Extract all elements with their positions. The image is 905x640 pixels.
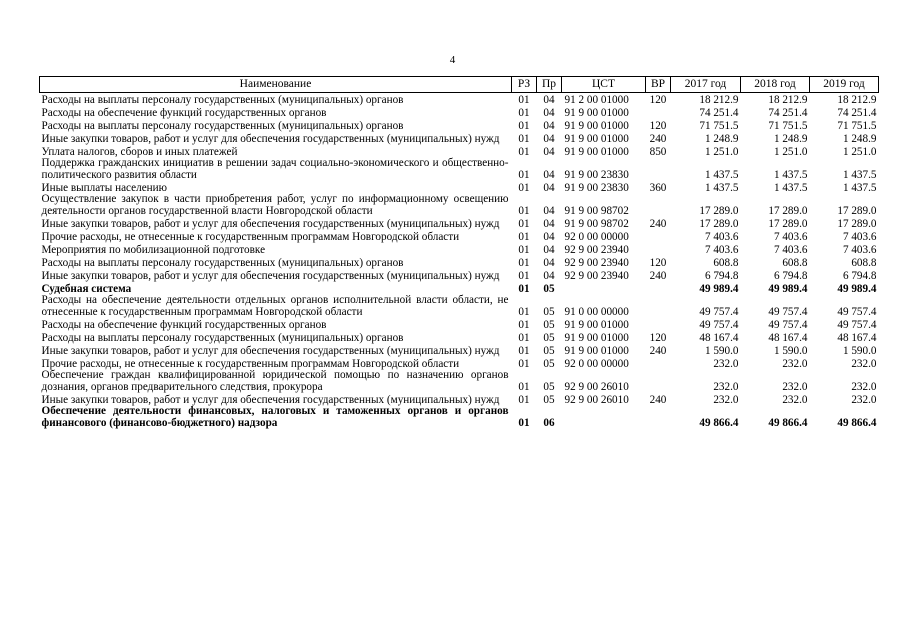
cell-rz: 01 — [518, 357, 530, 370]
cell-name: Расходы на обеспечение деятельности отдельных органов исполнительной власти области, не отнесенные к государственным программам Новгородской области — [41, 294, 509, 318]
cell-2019: 7 403.6 — [842, 230, 877, 243]
table-body — [40, 93, 879, 430]
cell-name: Расходы на обеспечение функций государственных органов — [41, 106, 327, 119]
cell-name: Иные закупки товаров, работ и услуг для обеспечения государственных (муниципальных) нужд — [41, 344, 500, 357]
cell-2017: 71 751.5 — [699, 119, 739, 132]
cell-2018: 6 794.8 — [773, 269, 808, 282]
cell-2017: 6 794.8 — [704, 269, 739, 282]
table-row — [40, 331, 879, 344]
cell-pr: 05 — [543, 357, 555, 370]
cell-2019: 6 794.8 — [842, 269, 877, 282]
budget-table — [39, 76, 879, 429]
cell-2017: 232.0 — [713, 393, 739, 406]
cell-name: Мероприятия по мобилизационной подготовке — [41, 243, 266, 256]
table-row — [40, 93, 879, 107]
cell-2019: 7 403.6 — [842, 243, 877, 256]
cell-2018: 7 403.6 — [773, 243, 808, 256]
cell-pr: 05 — [543, 380, 555, 393]
cell-name: Расходы на выплаты персоналу государственных (муниципальных) органов — [41, 256, 404, 269]
cell-cst: 91 9 00 01000 — [564, 331, 629, 344]
cell-rz: 01 — [518, 119, 530, 132]
cell-2019: 608.8 — [851, 256, 877, 269]
cell-2019: 49 757.4 — [837, 305, 877, 318]
cell-name: Обеспечение деятельности финансовых, налоговых и таможенных органов и органов финансового (финансово-бюджетного) надзора — [41, 405, 509, 429]
cell-2017: 1 248.9 — [704, 132, 739, 145]
cell-vr: 240 — [649, 132, 667, 145]
table-row — [40, 256, 879, 269]
cell-cst: 91 9 00 01000 — [564, 132, 629, 145]
cell-name: Расходы на обеспечение функций государственных органов — [41, 318, 327, 331]
cell-vr: 120 — [649, 93, 667, 106]
cell-2019: 1 437.5 — [842, 168, 877, 181]
cell-pr: 05 — [543, 282, 555, 295]
cell-name: Иные закупки товаров, работ и услуг для обеспечения государственных (муниципальных) нужд — [41, 393, 500, 406]
cell-name: Поддержка гражданских инициатив в решении задач социально-экономического и общественно-политического развития области — [41, 157, 509, 181]
table-row — [40, 217, 879, 230]
cell-2019: 1 590.0 — [842, 344, 877, 357]
cell-name: Расходы на выплаты персоналу государственных (муниципальных) органов — [41, 119, 404, 132]
table-row — [40, 158, 879, 181]
cell-vr: 240 — [649, 393, 667, 406]
cell-2017: 74 251.4 — [699, 106, 739, 119]
cell-cst: 91 9 00 01000 — [564, 106, 629, 119]
cell-name: Расходы на выплаты персоналу государственных (муниципальных) органов — [41, 93, 404, 106]
cell-cst: 91 9 00 98702 — [564, 204, 629, 217]
cell-2019: 49 866.4 — [837, 416, 877, 429]
header-2018: 2018 год — [741, 77, 810, 93]
cell-pr: 04 — [543, 269, 555, 282]
cell-rz: 01 — [518, 282, 530, 295]
table-row — [40, 318, 879, 331]
cell-cst: 92 9 00 26010 — [564, 380, 629, 393]
cell-pr: 04 — [543, 119, 555, 132]
cell-2019: 74 251.4 — [837, 106, 877, 119]
cell-2018: 232.0 — [782, 380, 808, 393]
cell-2019: 1 248.9 — [842, 132, 877, 145]
cell-vr: 240 — [649, 269, 667, 282]
table-row — [40, 106, 879, 119]
cell-2017: 7 403.6 — [704, 243, 739, 256]
cell-cst — [562, 282, 646, 295]
cell-2019: 232.0 — [851, 393, 877, 406]
cell-2019: 1 251.0 — [842, 145, 877, 158]
header-rz: РЗ — [512, 77, 537, 93]
cell-cst: 92 9 00 23940 — [564, 269, 629, 282]
cell-name: Осуществление закупок в части приобретения работ, услуг по информационному освещению деятельности органов государственной власти Новгородской области — [41, 193, 509, 217]
header-pr: Пр — [537, 77, 562, 93]
cell-2019: 18 212.9 — [837, 93, 877, 106]
cell-rz: 01 — [518, 305, 530, 318]
cell-2018: 48 167.4 — [768, 331, 808, 344]
cell-2017: 49 757.4 — [699, 318, 739, 331]
cell-pr: 05 — [543, 393, 555, 406]
cell-2017: 18 212.9 — [699, 93, 739, 106]
cell-2019: 232.0 — [851, 357, 877, 370]
cell-vr — [646, 158, 671, 181]
header-name: Наименование — [40, 77, 512, 93]
cell-2017: 1 251.0 — [704, 145, 739, 158]
table-row — [40, 243, 879, 256]
cell-2018: 1 248.9 — [773, 132, 808, 145]
cell-cst — [562, 406, 646, 429]
cell-vr: 850 — [649, 145, 667, 158]
header-2017: 2017 год — [671, 77, 741, 93]
cell-2018: 18 212.9 — [768, 93, 808, 106]
cell-name: Иные выплаты населению — [41, 181, 167, 194]
cell-cst: 92 9 00 23940 — [564, 256, 629, 269]
cell-2019: 1 437.5 — [842, 181, 877, 194]
cell-2018: 49 757.4 — [768, 305, 808, 318]
cell-pr: 04 — [543, 181, 555, 194]
table-row — [40, 230, 879, 243]
cell-2018: 7 403.6 — [773, 230, 808, 243]
cell-rz: 01 — [518, 269, 530, 282]
page-number: 4 — [449, 54, 456, 66]
cell-cst: 92 0 00 00000 — [564, 230, 629, 243]
table-row — [40, 370, 879, 393]
cell-2017: 232.0 — [713, 380, 739, 393]
cell-vr — [646, 406, 671, 429]
cell-2019: 17 289.0 — [837, 217, 877, 230]
cell-2017: 1 437.5 — [704, 181, 739, 194]
cell-2017: 7 403.6 — [704, 230, 739, 243]
cell-vr — [646, 357, 671, 370]
cell-pr: 05 — [543, 344, 555, 357]
cell-vr — [646, 370, 671, 393]
cell-vr — [646, 194, 671, 217]
cell-vr: 120 — [649, 119, 667, 132]
cell-2018: 232.0 — [782, 393, 808, 406]
cell-2019: 232.0 — [851, 380, 877, 393]
cell-name: Расходы на выплаты персоналу государственных (муниципальных) органов — [41, 331, 404, 344]
cell-2017: 608.8 — [713, 256, 739, 269]
header-vr: ВР — [646, 77, 671, 93]
cell-2018: 49 866.4 — [768, 416, 808, 429]
cell-2017: 49 866.4 — [699, 416, 739, 429]
cell-rz: 01 — [518, 204, 530, 217]
header-2019: 2019 год — [810, 77, 879, 93]
cell-rz: 01 — [518, 145, 530, 158]
cell-2018: 71 751.5 — [768, 119, 808, 132]
cell-name: Уплата налогов, сборов и иных платежей — [41, 145, 238, 158]
cell-rz: 01 — [518, 93, 530, 106]
cell-rz: 01 — [518, 181, 530, 194]
cell-2018: 17 289.0 — [768, 204, 808, 217]
cell-vr: 240 — [649, 217, 667, 230]
cell-pr: 04 — [543, 217, 555, 230]
cell-name: Иные закупки товаров, работ и услуг для обеспечения государственных (муниципальных) нужд — [41, 269, 500, 282]
cell-vr — [646, 106, 671, 119]
cell-rz: 01 — [518, 106, 530, 119]
cell-rz: 01 — [518, 132, 530, 145]
cell-rz: 01 — [518, 331, 530, 344]
cell-pr: 04 — [543, 106, 555, 119]
cell-pr: 05 — [543, 305, 555, 318]
cell-cst: 91 9 00 01000 — [564, 344, 629, 357]
table-row — [40, 132, 879, 145]
cell-2017: 49 757.4 — [699, 305, 739, 318]
cell-2019: 49 989.4 — [837, 282, 877, 295]
cell-2018: 49 989.4 — [768, 282, 808, 295]
cell-2018: 1 251.0 — [773, 145, 808, 158]
cell-2019: 71 751.5 — [837, 119, 877, 132]
cell-rz: 01 — [518, 380, 530, 393]
cell-cst: 91 9 00 01000 — [564, 318, 629, 331]
cell-2019: 17 289.0 — [837, 204, 877, 217]
cell-rz: 01 — [518, 416, 530, 429]
cell-pr: 04 — [543, 93, 555, 106]
cell-vr — [646, 318, 671, 331]
cell-cst: 91 9 00 98702 — [564, 217, 629, 230]
cell-2019: 49 757.4 — [837, 318, 877, 331]
table-row — [40, 406, 879, 429]
cell-2018: 1 437.5 — [773, 181, 808, 194]
cell-pr: 04 — [543, 230, 555, 243]
table-row — [40, 344, 879, 357]
cell-2017: 1 590.0 — [704, 344, 739, 357]
cell-rz: 01 — [518, 344, 530, 357]
cell-pr: 04 — [543, 145, 555, 158]
cell-pr: 04 — [543, 204, 555, 217]
cell-vr: 120 — [649, 331, 667, 344]
cell-pr: 05 — [543, 318, 555, 331]
header-cst: ЦСТ — [562, 77, 646, 93]
cell-rz: 01 — [518, 256, 530, 269]
cell-2018: 608.8 — [782, 256, 808, 269]
cell-2018: 17 289.0 — [768, 217, 808, 230]
cell-cst: 91 9 00 01000 — [564, 119, 629, 132]
cell-2017: 17 289.0 — [699, 204, 739, 217]
cell-2017: 232.0 — [713, 357, 739, 370]
cell-2018: 1 437.5 — [773, 168, 808, 181]
cell-2017: 49 989.4 — [699, 282, 739, 295]
cell-vr: 120 — [649, 256, 667, 269]
cell-rz: 01 — [518, 318, 530, 331]
cell-cst: 91 2 00 01000 — [564, 93, 629, 106]
cell-pr: 04 — [543, 168, 555, 181]
cell-pr: 04 — [543, 132, 555, 145]
cell-vr — [646, 282, 671, 295]
table-row — [40, 194, 879, 217]
cell-2018: 1 590.0 — [773, 344, 808, 357]
cell-pr: 06 — [543, 416, 555, 429]
cell-rz: 01 — [518, 243, 530, 256]
cell-cst: 91 9 00 01000 — [564, 145, 629, 158]
cell-name: Прочие расходы, не отнесенные к государственным программам Новгородской области — [41, 230, 460, 243]
cell-2018: 74 251.4 — [768, 106, 808, 119]
cell-name: Судебная система — [41, 282, 132, 295]
cell-vr — [646, 295, 671, 318]
cell-cst: 92 0 00 00000 — [564, 357, 629, 370]
cell-rz: 01 — [518, 230, 530, 243]
cell-2017: 17 289.0 — [699, 217, 739, 230]
cell-name: Прочие расходы, не отнесенные к государственным программам Новгородской области — [41, 357, 460, 370]
cell-pr: 04 — [543, 243, 555, 256]
cell-2018: 49 757.4 — [768, 318, 808, 331]
cell-cst: 91 0 00 00000 — [564, 305, 629, 318]
table-header-row — [40, 77, 879, 93]
cell-cst: 91 9 00 23830 — [564, 168, 629, 181]
cell-vr — [646, 243, 671, 256]
cell-rz: 01 — [518, 393, 530, 406]
cell-cst: 92 9 00 26010 — [564, 393, 629, 406]
cell-2019: 48 167.4 — [837, 331, 877, 344]
cell-name: Иные закупки товаров, работ и услуг для обеспечения государственных (муниципальных) нужд — [41, 217, 500, 230]
table-row — [40, 119, 879, 132]
cell-vr: 240 — [649, 344, 667, 357]
cell-cst: 92 9 00 23940 — [564, 243, 629, 256]
cell-name: Обеспечение граждан квалифицированной юридической помощью по назначению органов дознания, органов предварительного следствия, прокурора — [41, 369, 509, 393]
cell-pr: 04 — [543, 256, 555, 269]
cell-rz: 01 — [518, 168, 530, 181]
cell-cst: 91 9 00 23830 — [564, 181, 629, 194]
cell-pr: 05 — [543, 331, 555, 344]
table-row — [40, 269, 879, 282]
cell-rz: 01 — [518, 217, 530, 230]
cell-2017: 48 167.4 — [699, 331, 739, 344]
cell-2017: 1 437.5 — [704, 168, 739, 181]
cell-2018: 232.0 — [782, 357, 808, 370]
table-row — [40, 295, 879, 318]
cell-vr — [646, 230, 671, 243]
cell-vr: 360 — [649, 181, 667, 194]
cell-name: Иные закупки товаров, работ и услуг для обеспечения государственных (муниципальных) нужд — [41, 132, 500, 145]
